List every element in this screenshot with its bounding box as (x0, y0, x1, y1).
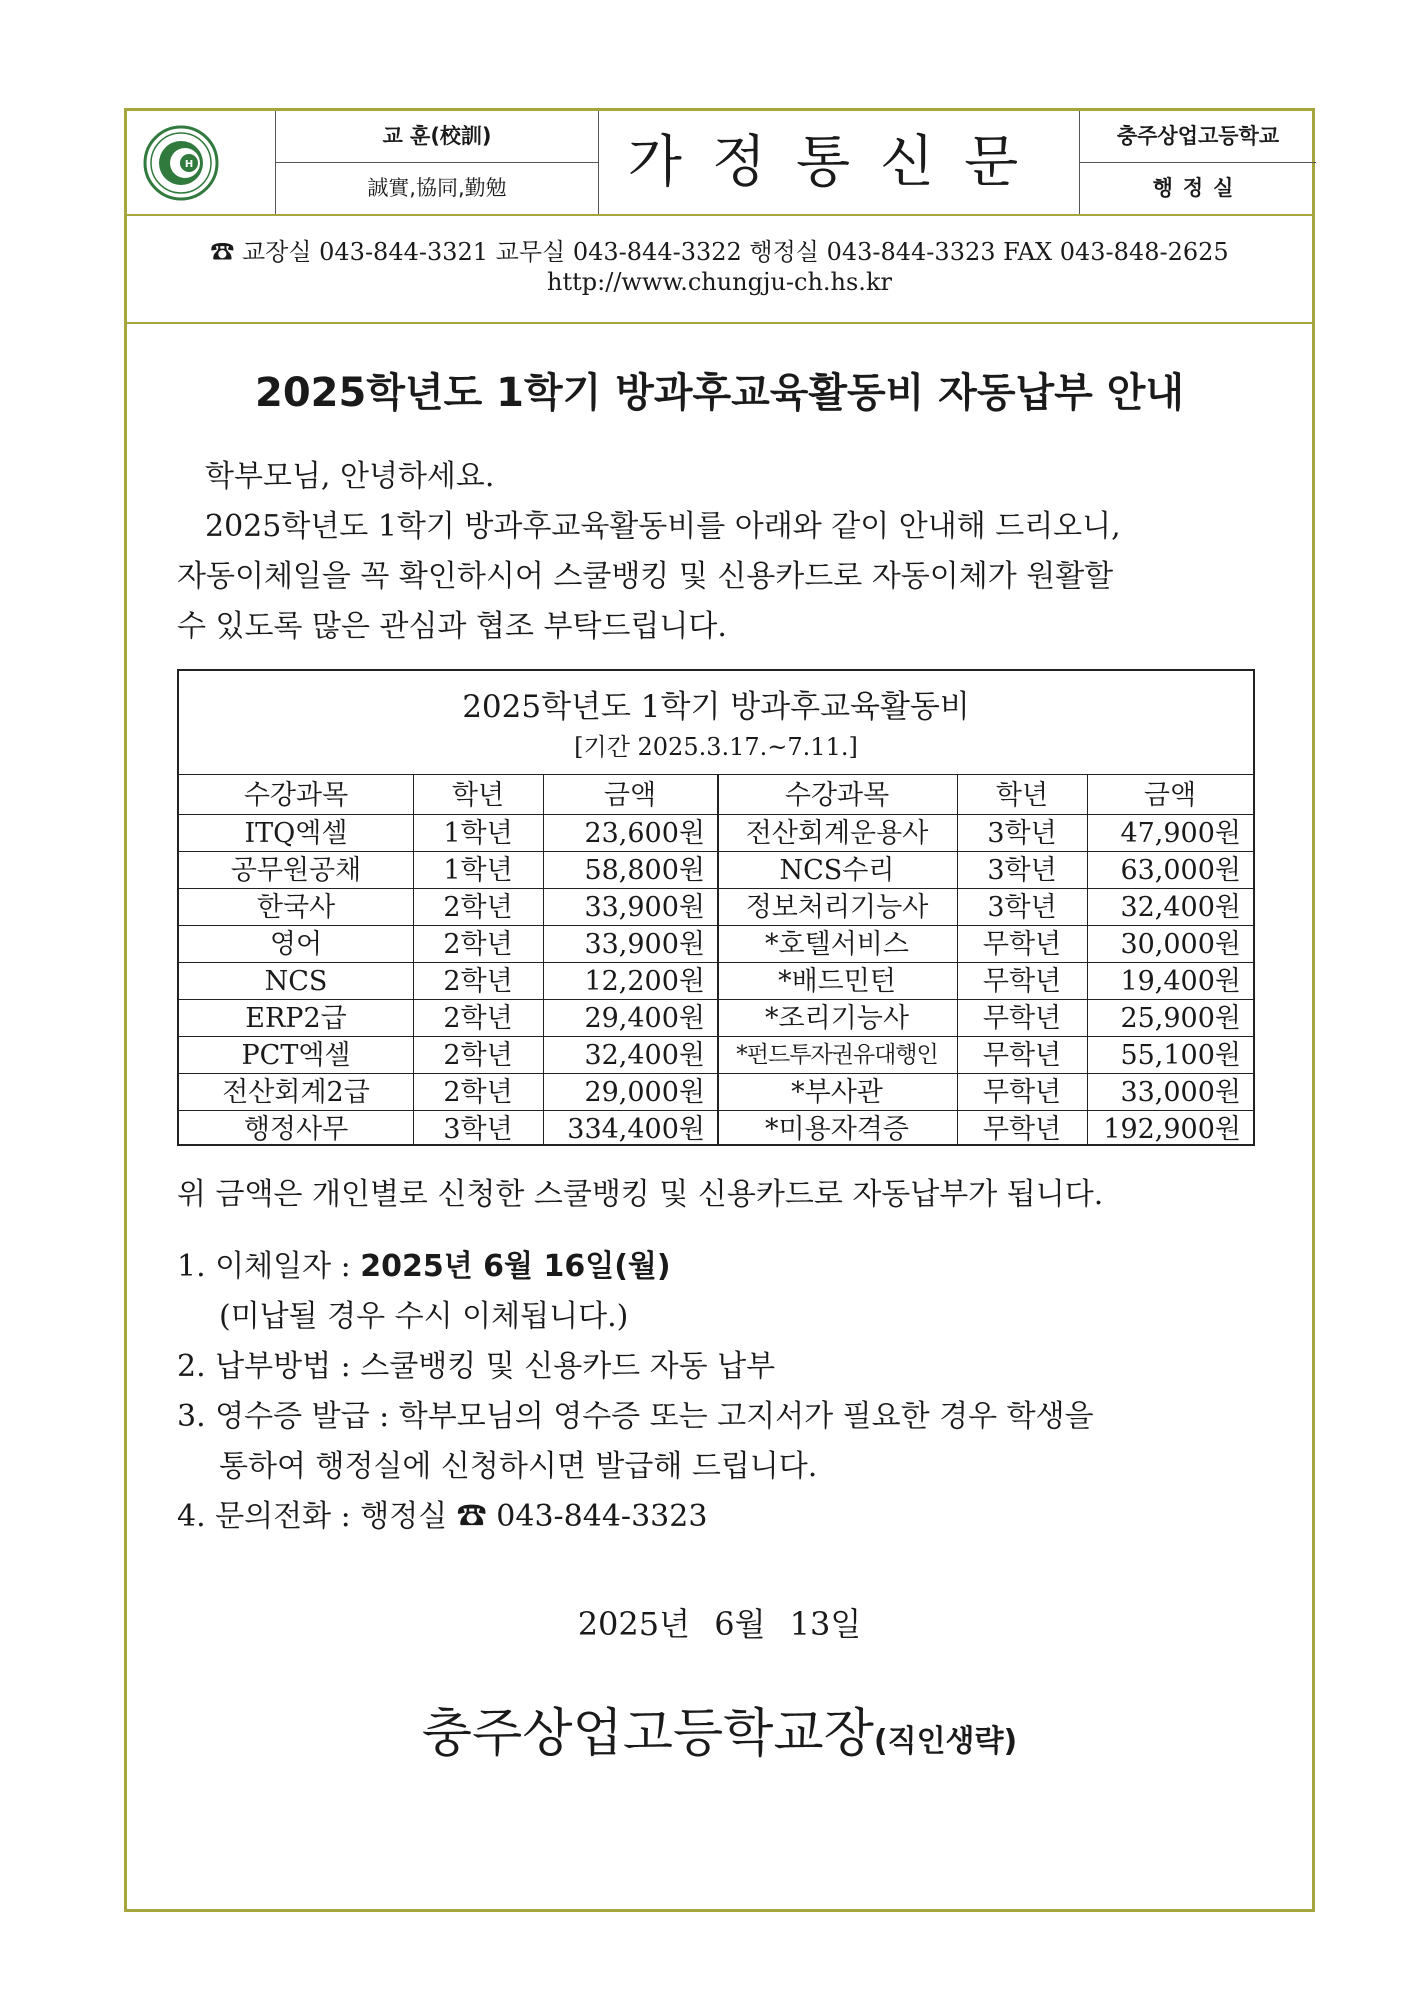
document-title: 2025학년도 1학기 방과후교육활동비 자동납부 안내 (254, 370, 1185, 416)
item-transfer-date-value: 2025년 6월 16일(월) (360, 1249, 671, 1284)
table-row (179, 815, 1253, 852)
table-cell: 3학년 (987, 818, 1057, 849)
table-cell: 한국사 (256, 892, 336, 923)
table-cell: 1학년 (443, 855, 513, 886)
table-cell: 공무원공채 (230, 855, 362, 886)
table-cell: 무학년 (982, 1003, 1062, 1034)
table-header-cell: 수강과목 (243, 780, 349, 811)
item-contact: 4. 문의전화 : 행정실 ☎ 043-844-3323 (177, 1499, 708, 1534)
table-cell: 3학년 (443, 1114, 513, 1145)
table-cell: 47,900원 (1120, 818, 1241, 849)
fee-table (177, 669, 1255, 1146)
office-name: 행정실 (1152, 176, 1244, 200)
table-cell: 32,400원 (584, 1040, 705, 1071)
item-transfer-date-label: 1. 이체일자 : (177, 1249, 361, 1284)
table-cell: *부사관 (791, 1077, 883, 1108)
table-header-row (179, 777, 1253, 814)
table-header-cell: 금액 (1143, 780, 1197, 811)
table-cell: 33,000원 (1120, 1077, 1241, 1108)
table-cell: ERP2급 (245, 1003, 347, 1034)
intro-line-1: 2025학년도 1학기 방과후교육활동비를 아래와 같이 안내해 드리오니, (205, 509, 1121, 544)
table-row (179, 1074, 1253, 1111)
signature (127, 1691, 1312, 1766)
table-cell: *조리기능사 (765, 1003, 909, 1034)
motto-label: 교 훈(校訓) (276, 111, 598, 163)
table-row (179, 963, 1253, 1000)
table-period: [기간 2025.3.17.~7.11.] (574, 733, 858, 761)
table-caption-divider (179, 774, 1253, 775)
table-header-cell: 학년 (995, 780, 1049, 811)
contact-phones: ☎ 교장실 043-844-3321 교무실 043-844-3322 행정실 043-844-3323 FAX 043-848-2625 (210, 238, 1229, 266)
motto-cell (275, 111, 599, 214)
letter-title: 가정통신문 (627, 130, 1049, 195)
table-cell: ITQ엑셀 (244, 818, 348, 849)
table-cell: *펀드투자권유대행인 (736, 1042, 938, 1068)
table-cell: 192,900원 (1103, 1114, 1241, 1145)
table-cell: NCS수리 (779, 855, 895, 886)
table-cell: NCS (264, 966, 328, 997)
issue-date: 2025년 6월 13일 (577, 1605, 862, 1643)
intro-line-3: 수 있도록 많은 관심과 협조 부탁드립니다. (177, 609, 727, 644)
school-name: 충주상업고등학교 (1080, 111, 1316, 163)
col-divider (957, 774, 958, 1144)
col-divider (717, 774, 719, 1144)
table-row (179, 1000, 1253, 1037)
table-cell: 2학년 (443, 1077, 513, 1108)
table-cell: 33,900원 (584, 929, 705, 960)
item-transfer-date (177, 1241, 671, 1285)
table-cell: *호텔서비스 (765, 929, 909, 960)
table-row (179, 889, 1253, 926)
item-receipt: 3. 영수증 발급 : 학부모님의 영수증 또는 고지서가 필요한 경우 학생을 (177, 1399, 1094, 1434)
table-cell: 25,900원 (1120, 1003, 1241, 1034)
contact-url[interactable]: http://www.chungju-ch.hs.kr (547, 268, 892, 296)
motto-text: 誠實,協同,勤勉 (367, 176, 507, 200)
item-transfer-sub: (미납될 경우 수시 이체됩니다.) (219, 1299, 629, 1334)
contact-info (127, 214, 1312, 324)
table-cell: 2학년 (443, 892, 513, 923)
table-cell: 29,000원 (584, 1077, 705, 1108)
table-cell: 32,400원 (1120, 892, 1241, 923)
table-cell: 행정사무 (243, 1114, 349, 1145)
table-row (179, 1111, 1253, 1148)
table-cell: 2학년 (443, 966, 513, 997)
table-cell: 정보처리기능사 (745, 892, 929, 923)
table-cell: 무학년 (982, 929, 1062, 960)
table-cell: 12,200원 (584, 966, 705, 997)
intro-line-2: 자동이체일을 꼭 확인하시어 스쿨뱅킹 및 신용카드로 자동이체가 원활할 (177, 559, 1114, 594)
greeting: 학부모님, 안녕하세요. (205, 459, 495, 494)
table-cell: 63,000원 (1120, 855, 1241, 886)
table-header-cell: 학년 (451, 780, 505, 811)
table-cell: 23,600원 (584, 818, 705, 849)
col-divider (1087, 774, 1088, 1144)
col-divider (543, 774, 544, 1144)
table-cell: 2학년 (443, 929, 513, 960)
table-cell: 전산회계2급 (222, 1077, 370, 1108)
signature-note: (직인생략) (873, 1724, 1018, 1759)
table-cell: 2학년 (443, 1003, 513, 1034)
table-row (179, 926, 1253, 963)
col-divider (413, 774, 414, 1144)
table-cell: 영어 (269, 929, 323, 960)
table-cell: 무학년 (982, 1077, 1062, 1108)
school-cell (1079, 111, 1316, 214)
table-cell: 3학년 (987, 855, 1057, 886)
table-cell: 무학년 (982, 1040, 1062, 1071)
table-row (179, 852, 1253, 889)
table-cell: 무학년 (982, 1114, 1062, 1145)
table-cell: 전산회계운용사 (745, 818, 929, 849)
table-cell: 33,900원 (584, 892, 705, 923)
table-cell: 무학년 (982, 966, 1062, 997)
table-header-cell: 금액 (603, 780, 657, 811)
payment-note: 위 금액은 개인별로 신청한 스쿨뱅킹 및 신용카드로 자동납부가 됩니다. (177, 1177, 1104, 1212)
table-cell: *미용자격증 (765, 1114, 909, 1145)
table-cell: 1학년 (443, 818, 513, 849)
item-receipt-sub: 통하여 행정실에 신청하시면 발급해 드립니다. (219, 1449, 818, 1484)
table-cell: 19,400원 (1120, 966, 1241, 997)
table-cell: 2학년 (443, 1040, 513, 1071)
svg-text:H: H (184, 159, 194, 170)
table-cell: PCT엑셀 (241, 1040, 351, 1071)
table-cell: 334,400원 (567, 1114, 705, 1145)
table-cell: 58,800원 (584, 855, 705, 886)
table-cell: 29,400원 (584, 1003, 705, 1034)
table-title: 2025학년도 1학기 방과후교육활동비 (462, 689, 970, 725)
table-row (179, 1037, 1253, 1074)
school-emblem-icon (143, 125, 219, 201)
table-cell: 30,000원 (1120, 929, 1241, 960)
table-cell: 55,100원 (1120, 1040, 1241, 1071)
table-cell: 3학년 (987, 892, 1057, 923)
page-frame (124, 108, 1315, 1912)
letter-header (127, 111, 1312, 216)
item-payment-method: 2. 납부방법 : 스쿨뱅킹 및 신용카드 자동 납부 (177, 1349, 776, 1384)
table-cell: *배드민턴 (778, 966, 896, 997)
table-header-cell: 수강과목 (784, 780, 890, 811)
signature-name: 충주상업고등학교장 (421, 1704, 874, 1764)
logo-cell (127, 111, 275, 214)
